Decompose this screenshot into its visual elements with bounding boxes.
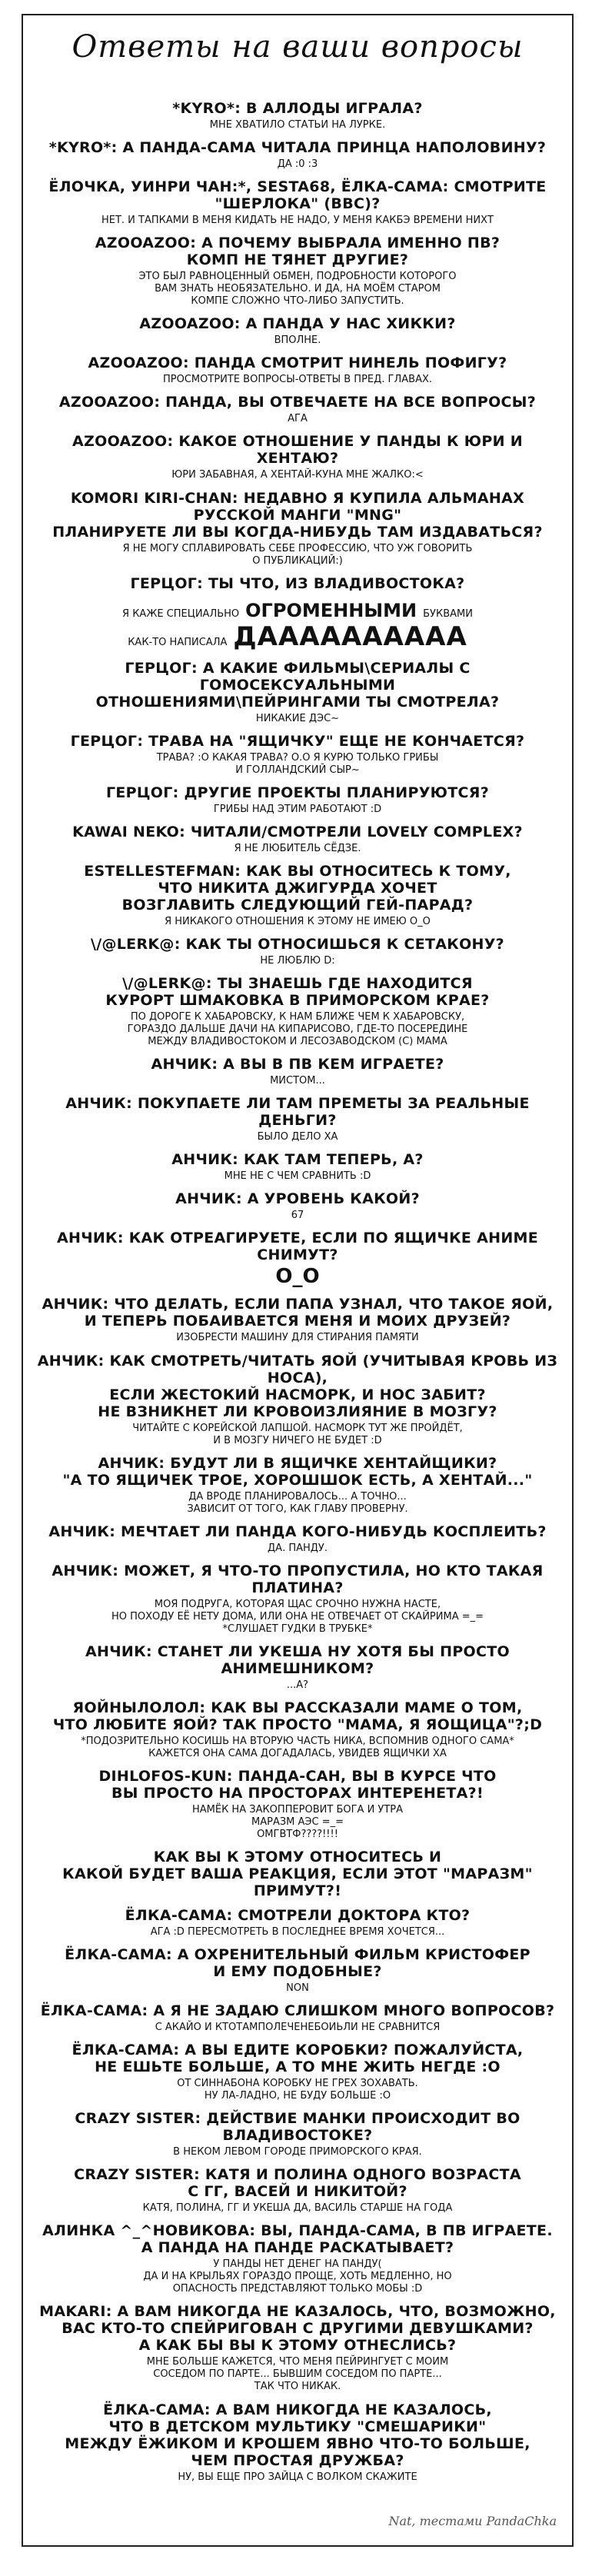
answer-text: БЫЛО ДЕЛО ХА	[257, 1131, 338, 1143]
question-text: ЯОЙНЫЛОЛОЛ: КАК ВЫ РАССКАЗАЛИ МАМЕ О ТОМ, ЧТО ЛЮБИТЕ ЯОЙ? ТАК ПРОСТО "МАМА, Я ЯОЩИЦА"?;D	[52, 1699, 543, 1733]
qa-item	[29, 394, 566, 425]
page-title: Ответы на ваши вопросы	[72, 29, 524, 65]
question-text: AZOOAZOO: ПАНДА СМОТРИТ НИНЕЛЬ ПОФИГУ?	[88, 354, 507, 372]
question-text: АНЧИК: А УРОВЕНЬ КАКОЙ?	[175, 1190, 420, 1208]
qa-item	[29, 863, 566, 928]
qa-item	[29, 2401, 566, 2484]
answer-text: НЕ ЛЮБЛЮ D:	[260, 955, 335, 967]
answer-text: НИКАКИЕ ДЭС~	[255, 712, 340, 724]
answer-text: Я НЕ МОГУ СПЛАВИРОВАТЬ СЕБЕ ПРОФЕССИЮ, ЧТО УЖ ГОВОРИТЬ О ПУБЛИКАЦИЙ:)	[122, 542, 473, 567]
qa-item	[29, 1699, 566, 1760]
qa-item	[29, 975, 566, 1048]
answer-text: NON	[286, 1982, 309, 1995]
question-text: АНЧИК: МЕЧТАЕТ ЛИ ПАНДА КОГО-НИБУДЬ КОСПЛЕИТЬ?	[48, 1523, 547, 1540]
question-text: AZOOAZOO: КАКОЕ ОТНОШЕНИЕ У ПАНДЫ К ЮРИ И ХЕНТАЮ?	[72, 433, 523, 468]
question-text: ЁЛКА-САМА: А Я НЕ ЗАДАЮ СЛИШКОМ МНОГО ВОПРОСОВ?	[40, 2002, 555, 2020]
answer-text: С АКАЙО И КТОТАМПОЛЕЧЕНЕБОИЬЛИ НЕ СРАВНИТСЯ	[155, 2022, 441, 2034]
question-text: KAWAI NEKO: ЧИТАЛИ/СМОТРЕЛИ LOVELY COMPLEX?	[72, 823, 523, 840]
answer-text: ЭТО БЫЛ РАВНОЦЕННЫЙ ОБМЕН, ПОДРОБНОСТИ КОТОРОГО ВАМ ЗНАТЬ НЕОБЯЗАТЕЛЬНО. И ДА, НА МОЁМ СТАРОМ КОМПЕ СЛОЖНО ЧТО-ЛИБО ЗАПУСТИТЬ.	[138, 271, 457, 308]
qa-item	[29, 1296, 566, 1344]
answer-text: ПО ДОРОГЕ К ХАБАРОВСКУ, К НАМ БЛИЖЕ ЧЕМ К ХАБАРОВСКУ, ГОРАЗДО ДАЛЬШЕ ДАЧИ НА КИПАРИСОВО, ГДЕ-ТО ПОСЕРЕДИНЕ МЕЖДУ ВЛАДИВОСТОКОМ И ЛЕСОЗАВОДСКОМ (С) МАМА	[127, 1011, 468, 1048]
special-suffix: БУКВАМИ	[423, 607, 473, 620]
qa-item	[29, 139, 566, 171]
qa-item	[29, 1907, 566, 1939]
qa-item	[29, 235, 566, 308]
qa-item	[29, 1523, 566, 1555]
qa-item	[29, 100, 566, 131]
question-text: ГЕРЦОГ: ТРАВА НА "ЯЩИЧКУ" ЕЩЕ НЕ КОНЧАЕТСЯ?	[70, 732, 525, 750]
question-text: АНЧИК: МОЖЕТ, Я ЧТО-ТО ПРОПУСТИЛА, НО КТО ТАКАЯ ПЛАТИНА?	[52, 1562, 544, 1596]
comic-page	[22, 14, 574, 2547]
special-line2-big: ДАААААААААА	[233, 621, 467, 652]
qa-item	[29, 178, 566, 227]
question-text: \/@LERK@: ТЫ ЗНАЕШЬ ГДЕ НАХОДИТСЯ КУРОРТ ШМАКОВКА В ПРИМОРСКОМ КРАЕ?	[105, 975, 490, 1010]
qa-item	[29, 1849, 566, 1899]
qa-item	[29, 1353, 566, 1447]
answer-text: У ПАНДЫ НЕТ ДЕНЕГ НА ПАНДУ( ДА И НА КРЫЛЬЯХ ГОРАЗДО ПРОЩЕ, ХОТЬ МЕДЛЕННО, НО ОПАСНОСТЬ ПРЕДСТАВЛЯЮТ ТОЛЬКО МОБЫ :D	[143, 2258, 452, 2295]
question-text: MAKARI: А ВАМ НИКОГДА НЕ КАЗАЛОСЬ, ЧТО, ВОЗМОЖНО, ВАС КТО-ТО СПЕЙРИГОВАН С ДРУГИМИ ДЕВУШКАМИ? А КАК БЫ ВЫ К ЭТОМУ ОТНЕСЛИСЬ?	[39, 2303, 556, 2355]
qa-item	[29, 2002, 566, 2034]
question-text: CRAZY SISTER: ДЕЙСТВИЕ МАНКИ ПРОИСХОДИТ ВО ВЛАДИВОСТОКЕ?	[75, 2110, 520, 2145]
qa-item	[29, 433, 566, 481]
qa-item	[29, 490, 566, 567]
qa-item	[29, 2166, 566, 2215]
credit-signature: Nat, тестами PandaChka	[388, 2514, 557, 2528]
qa-item	[29, 1151, 566, 1183]
question-text: АНЧИК: БУДУТ ЛИ В ЯЩИЧКЕ ХЕНТАЙЩИКИ? "А ТО ЯЩИЧЕК ТРОЕ, ХОРОШШОК ЕСТЬ, А ХЕНТАЙ..."	[62, 1454, 533, 1489]
question-text: КАК ВЫ К ЭТОМУ ОТНОСИТЕСЬ И КАКОЙ БУДЕТ ВАША РЕАКЦИЯ, ЕСЛИ ЭТОТ "МАРАЗМ" ПРИМУТ?!	[62, 1848, 533, 1899]
qa-item	[29, 1768, 566, 1841]
answer-text: Я НЕ ЛЮБИТЕЛЬ СЁДЗЕ.	[234, 842, 361, 854]
answer-text: ДА ВРОДЕ ПЛАНИРОВАЛОСЬ... А ТОЧНО... ЗАВИСИТ ОТ ТОГО, КАК ГЛАВУ ПРОВЕРНУ.	[187, 1490, 408, 1515]
qa-item	[29, 2303, 566, 2393]
qa-item	[29, 2222, 566, 2295]
question-text: ГЕРЦОГ: А КАКИЕ ФИЛЬМЫ\СЕРИАЛЫ С ГОМОСЕКСУАЛЬНЫМИ ОТНОШЕНИЯМИ\ПЕЙРИНГАМИ ТЫ СМОТРЕЛА?	[95, 659, 500, 711]
answer-text: АГА :D ПЕРЕСМОТРЕТЬ В ПОСЛЕДНЕЕ ВРЕМЯ ХОЧЕТСЯ...	[150, 1926, 445, 1938]
question-text: ESTELLESTEFMAN: КАК ВЫ ОТНОСИТЕСЬ К ТОМУ, ЧТО НИКИТА ДЖИГУРДА ХОЧЕТ ВОЗГЛАВИТЬ СЛЕДУЮЩИЙ ГЕЙ-ПАРАД?	[84, 862, 511, 914]
qa-item	[29, 1095, 566, 1143]
answer-text: В НЕКОМ ЛЕВОМ ГОРОДЕ ПРИМОРСКОГО КРАЯ.	[173, 2146, 422, 2158]
answer-text: 67	[291, 1210, 304, 1222]
answer-text: МНЕ ХВАТИЛО СТАТЬИ НА ЛУРКЕ.	[209, 119, 386, 131]
qa-list	[29, 100, 566, 2484]
question-text: ЁЛКА-САМА: А ВАМ НИКОГДА НЕ КАЗАЛОСЬ, ЧТО В ДЕТСКОМ МУЛЬТИКУ "СМЕШАРИКИ" МЕЖДУ ЁЖИКОМ И КРОШЕМ ЯВНО ЧТО-ТО БОЛЬШЕ, ЧЕМ ПРОСТАЯ ДРУЖБА?	[65, 2401, 530, 2469]
qa-item	[29, 1190, 566, 1222]
question-text: ЁЛКА-САМА: СМОТРЕЛИ ДОКТОРА КТО?	[125, 1907, 471, 1924]
question-text: ГЕРЦОГ: ТЫ ЧТО, ИЗ ВЛАДИВОСТОКА?	[130, 574, 465, 592]
qa-item	[29, 1230, 566, 1288]
qa-item	[29, 1643, 566, 1692]
question-text: АНЧИК: КАК ОТРЕАГИРУЕТЕ, ЕСЛИ ПО ЯЩИЧКЕ АНИМЕ СНИМУТ?	[56, 1230, 539, 1264]
qa-item	[29, 600, 566, 652]
answer-text: НАМЁК НА ЗАКОППЕРОВИТ БОГА И УТРА МАРАЗМ АЭС =_= ОМГВТФ????!!!!	[191, 1803, 404, 1840]
qa-item	[29, 936, 566, 967]
question-text: ЁЛКА-САМА: А ВЫ ЕДИТЕ КОРОБКИ? ПОЖАЛУЙСТА, НЕ ЕШЬТЕ БОЛЬШЕ, А ТО МНЕ ЖИТЬ НЕГДЕ :O	[72, 2042, 524, 2076]
answer-text: ВПОЛНЕ.	[274, 334, 321, 347]
qa-item	[29, 824, 566, 855]
question-text: DIHLOFOS-KUN: ПАНДА-САН, ВЫ В КУРСЕ ЧТО ВЫ ПРОСТО НА ПРОСТОРАХ ИНТЕРЕНЕТА?!	[98, 1767, 497, 1802]
question-text: \/@LERK@: КАК ТЫ ОТНОСИШЬСЯ К СЕТАКОНУ?	[90, 936, 504, 953]
qa-item	[29, 1455, 566, 1516]
question-text: AZOOAZOO: ПАНДА, ВЫ ОТВЕЧАЕТЕ НА ВСЕ ВОПРОСЫ?	[58, 394, 537, 411]
answer-text: МИСТОМ...	[270, 1075, 325, 1087]
question-text: АНЧИК: ПОКУПАЕТЕ ЛИ ТАМ ПРЕМЕТЫ ЗА РЕАЛЬНЫЕ ДЕНЬГИ?	[65, 1095, 530, 1130]
answer-text: АГА	[288, 413, 308, 425]
answer-text: *ПОДОЗРИТЕЛЬНО КОСИШЬ НА ВТОРУЮ ЧАСТЬ НИКА, ВСПОМНИВ ОДНОГО САМА* КАЖЕТСЯ ОНА САМА ДОГАДАЛАСЬ, УВИДЕВ ЯЩИЧКИ ХА	[81, 1735, 514, 1759]
question-text: *KYRO*: А ПАНДА-САМА ЧИТАЛА ПРИНЦА НАПОЛОВИНУ?	[48, 139, 547, 157]
qa-item	[29, 733, 566, 777]
qa-item	[29, 1563, 566, 1636]
qa-item	[29, 2110, 566, 2158]
question-text: CRAZY SISTER: КАТЯ И ПОЛИНА ОДНОГО ВОЗРАСТА С ГГ, ВАСЕЙ И НИКИТОЙ?	[74, 2166, 521, 2201]
special-line2-prefix: КАК-ТО НАПИСАЛА	[128, 636, 228, 648]
question-text: ЁЛКА-САМА: А ОХРЕНИТЕЛЬНЫЙ ФИЛЬМ КРИСТОФЕР И ЕМУ ПОДОБНЫЕ?	[65, 1946, 530, 1981]
answer-text: КАТЯ, ПОЛИНА, ГГ И УКЕША ДА, ВАСИЛЬ СТАРШЕ НА ГОДА	[142, 2202, 453, 2215]
question-text: АНЧИК: СТАНЕТ ЛИ УКЕША НУ ХОТЯ БЫ ПРОСТО АНИМЕШНИКОМ?	[85, 1642, 510, 1677]
question-text: KOMORI KIRI-CHAN: НЕДАВНО Я КУПИЛА АЛЬМАНАХ РУССКОЙ МАНГИ "MNG" ПЛАНИРУЕТЕ ЛИ ВЫ КОГДА-НИБУДЬ ТАМ ИЗДАВАТЬСЯ?	[52, 489, 543, 541]
qa-item	[29, 1056, 566, 1087]
question-text: АНЧИК: А ВЫ В ПВ КЕМ ИГРАЕТЕ?	[151, 1056, 444, 1073]
question-text: ГЕРЦОГ: ДРУГИЕ ПРОЕКТЫ ПЛАНИРУЮТСЯ?	[105, 784, 490, 801]
special-line	[122, 600, 473, 621]
qa-item	[29, 575, 566, 592]
answer-text: ЮРИ ЗАБАВНАЯ, А ХЕНТАЙ-КУНА МНЕ ЖАЛКО:<	[171, 469, 424, 481]
answer-text: ЧИТАЙТЕ С КОРЕЙСКОЙ ЛАПШОЙ. НАСМОРК ТУТ ЖЕ ПРОЙДЁТ, И В МОЗГУ НИЧЕГО НЕ БУДЕТ :D	[132, 1422, 463, 1446]
question-text: АНЧИК: КАК СМОТРЕТЬ/ЧИТАТЬ ЯОЙ (УЧИТЫВАЯ КРОВЬ ИЗ НОСА), ЕСЛИ ЖЕСТОКИЙ НАСМОРК, И НОС ЗАБИТ? НЕ ВЗНИКНЕТ ЛИ КРОВОИЗЛИЯНИЕ В МОЗГУ?	[37, 1352, 558, 1420]
question-text: AZOOAZOO: А ПОЧЕМУ ВЫБРАЛА ИМЕННО ПВ? КОМП НЕ ТЯНЕТ ДРУГИЕ?	[95, 235, 501, 269]
special-prefix: Я КАЖЕ СПЕЦИАЛЬНО	[122, 607, 240, 620]
special-big-word: ОГРОМЕННЫМИ	[245, 599, 417, 621]
answer-text: ДА :0 :3	[277, 158, 318, 171]
question-text: ЁЛОЧКА, УИНРИ ЧАН:*, SESTA68, ЁЛКА-САМА: СМОТРИТЕ "ШЕРЛОКА" (BBC)?	[48, 178, 547, 213]
answer-text: ГРИБЫ НАД ЭТИМ РАБОТАЮТ :D	[213, 803, 382, 815]
question-text: АНЧИК: ЧТО ДЕЛАТЬ, ЕСЛИ ПАПА УЗНАЛ, ЧТО ТАКОЕ ЯОЙ, И ТЕПЕРЬ ПОБАИВАЕТСЯ МЕНЯ И МОИХ ДРУЗЕЙ?	[42, 1296, 554, 1330]
answer-text: МОЯ ПОДРУГА, КОТОРАЯ ЩАС СРОЧНО НУЖНА НАСТЕ, НО ПОХОДУ ЕЁ НЕТУ ДОМА, ИЛИ ОНА НЕ ОТВЕЧАЕТ ОТ СКАЙРИМА =_= *СЛУШАЕТ ГУДКИ В ТРУБКЕ*	[111, 1598, 484, 1635]
answer-text: ТРАВА? :О КАКАЯ ТРАВА? О.О Я КУРЮ ТОЛЬКО ГРИБЫ И ГОЛЛАНДСКИЙ СЫР~	[156, 751, 439, 776]
special-line-2	[128, 621, 467, 652]
answer-text: ДА. ПАНДУ.	[268, 1542, 328, 1554]
qa-item	[29, 2042, 566, 2102]
answer-text: ПРОСМОТРИТЕ ВОПРОСЫ-ОТВЕТЫ В ПРЕД. ГЛАВАХ.	[163, 374, 432, 386]
answer-text: Я НИКАКОГО ОТНОШЕНИЯ К ЭТОМУ НЕ ИМЕЮ О_О	[165, 915, 431, 927]
answer-text: ОТ СИННАБОНА КОРОБКУ НЕ ГРЕХ ЗОХАВАТЬ. НУ ЛА-ЛАДНО, НЕ БУДУ БОЛЬШЕ :O	[177, 2078, 418, 2102]
qa-item	[29, 354, 566, 386]
answer-text: ...А?	[286, 1679, 309, 1691]
qa-item	[29, 1946, 566, 1995]
answer-big-text: O_O	[275, 1265, 320, 1289]
answer-text: НЕТ. И ТАПКАМИ В МЕНЯ КИДАТЬ НЕ НАДО, У МЕНЯ КАКБЭ ВРЕМЕНИ НИХТ	[101, 215, 494, 227]
answer-text: МНЕ БОЛЬШЕ КАЖЕТСЯ, ЧТО МЕНЯ ПЕЙРИНГУЕТ С МОИМ СОСЕДОМ ПО ПАРТЕ... БЫВШИМ СОСЕДОМ ПО ПАРТЕ... ТАК ЧТО НИКАК.	[146, 2356, 449, 2393]
qa-item	[29, 784, 566, 816]
question-text: AZOOAZOO: А ПАНДА У НАС ХИККИ?	[139, 315, 456, 333]
answer-text: НУ, ВЫ ЕЩЕ ПРО ЗАЙЦА С ВОЛКОМ СКАЖИТЕ	[178, 2471, 417, 2483]
question-text: АЛИНКА ^_^НОВИКОВА: ВЫ, ПАНДА-САМА, В ПВ ИГРАЕТЕ. А ПАНДА НА ПАНДЕ РАСКАТЫВАЕТ?	[42, 2222, 553, 2257]
answer-text: ИЗОБРЕСТИ МАШИНУ ДЛЯ СТИРАНИЯ ПАМЯТИ	[176, 1332, 419, 1344]
answer-text: МНЕ НЕ С ЧЕМ СРАВНИТЬ :D	[224, 1170, 371, 1183]
qa-item	[29, 660, 566, 725]
question-text: *KYRO*: В АЛЛОДЫ ИГРАЛА?	[172, 100, 423, 117]
question-text: АНЧИК: КАК ТАМ ТЕПЕРЬ, А?	[171, 1151, 424, 1169]
qa-item	[29, 315, 566, 347]
